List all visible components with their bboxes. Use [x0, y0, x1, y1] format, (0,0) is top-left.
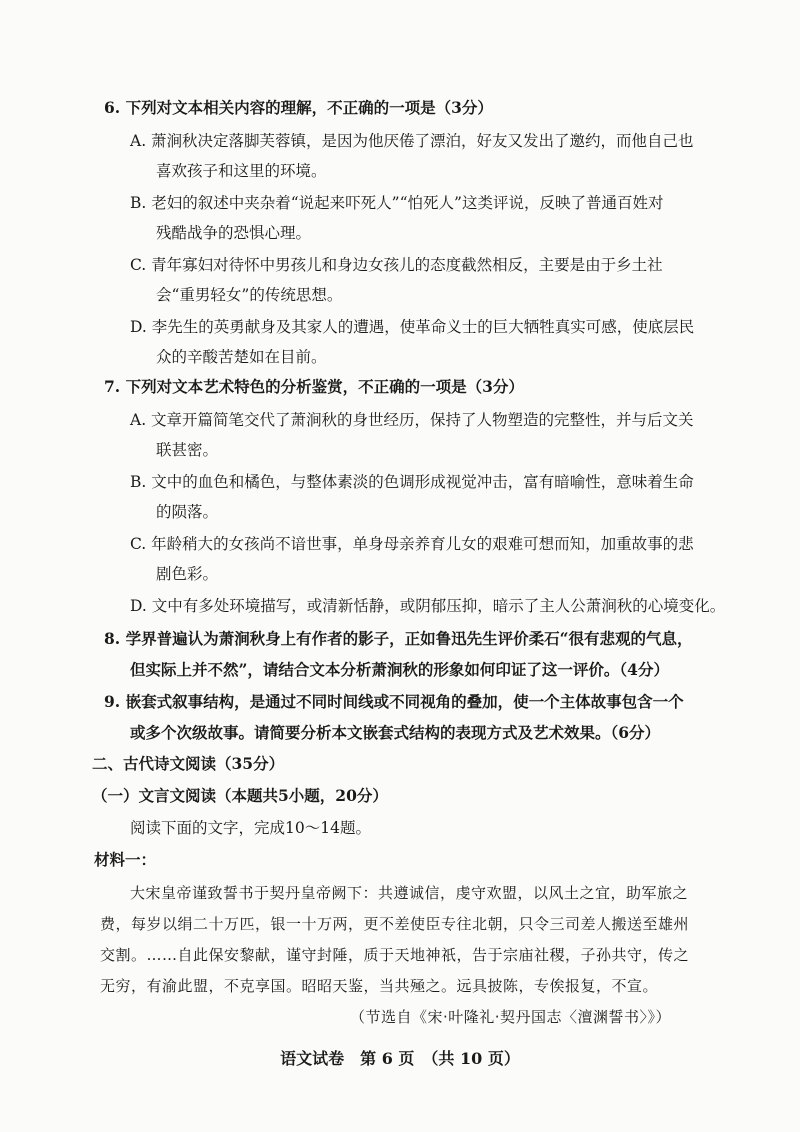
q6-option-d-line1: D. 李先生的英勇献身及其家人的遭遇，使革命义士的巨大牺牲真实可感，使底层民 [130, 318, 695, 336]
material-source: （节选自《宋·叶隆礼·契丹国志〈澶渊誓书〉》） [350, 1008, 672, 1026]
material-line-3: 交割。……自此保安黎献，谨守封陲，质于天地神祇，告于宗庙社稷，子孙共守，传之 [100, 946, 690, 964]
q7-option-b-line2: 的陨落。 [156, 503, 219, 521]
material-line-2: 费，每岁以绢二十万匹，银一十万两，更不差使臣专往北朝，只令三司差人搬送至雄州 [100, 915, 690, 933]
question-6-stem: 6. 下列对文本相关内容的理解，不正确的一项是（3分） [104, 98, 493, 117]
q6-option-c-line1: C. 青年寡妇对待怀中男孩儿和身边女孩儿的态度截然相反，主要是由于乡土社 [130, 256, 663, 274]
q7-option-c-line2: 剧色彩。 [156, 565, 219, 583]
q7-option-c-line1: C. 年龄稍大的女孩尚不谙世事，单身母亲养育儿女的艰难可想而知，加重故事的悲 [130, 535, 694, 553]
q7-option-d-line1: D. 文中有多处环境描写，或清新恬静，或阴郁压抑，暗示了主人公萧涧秋的心境变化。 [130, 597, 726, 615]
q6-option-a-line1: A. 萧涧秋决定落脚芙蓉镇，是因为他厌倦了漂泊，好友又发出了邀约，而他自己也 [130, 132, 694, 150]
q6-option-b-line1: B. 老妇的叙述中夹杂着“说起来吓死人”“怕死人”这类评说，反映了普通百姓对 [130, 194, 664, 212]
question-8-line2: 但实际上并不然”，请结合文本分析萧涧秋的形象如何印证了这一评价。（4分） [130, 660, 669, 679]
subsection-heading-classical-chinese: （一）文言文阅读（本题共5小题，20分） [92, 786, 388, 805]
question-7-stem: 7. 下列对文本艺术特色的分析鉴赏，不正确的一项是（3分） [104, 377, 524, 396]
reading-instruction: 阅读下面的文字，完成10～14题。 [130, 819, 371, 837]
material-one-label: 材料一： [94, 850, 157, 869]
q7-option-a-line2: 联甚密。 [156, 441, 219, 459]
q6-option-c-line2: 会“重男轻女”的传统思想。 [156, 286, 343, 304]
question-9-line1: 9. 嵌套式叙事结构，是通过不同时间线或不同视角的叠加，使一个主体故事包含一个 [104, 692, 684, 711]
material-line-1: 大宋皇帝谨致誓书于契丹皇帝阙下：共遵诚信，虔守欢盟，以风土之宜，助军旅之 [130, 884, 689, 902]
section-heading-ancient-poetry: 二、古代诗文阅读（35分） [92, 754, 285, 773]
question-9-line2: 或多个次级故事。请简要分析本文嵌套式结构的表现方式及艺术效果。（6分） [130, 723, 661, 742]
q7-option-a-line1: A. 文章开篇简笔交代了萧涧秋的身世经历，保持了人物塑造的完整性，并与后文关 [130, 411, 694, 429]
q6-option-d-line2: 众的辛酸苦楚如在目前。 [156, 348, 327, 366]
q6-option-b-line2: 残酷战争的恐惧心理。 [156, 224, 312, 242]
q6-option-a-line2: 喜欢孩子和这里的环境。 [156, 162, 327, 180]
q7-option-b-line1: B. 文中的血色和橘色，与整体素淡的色调形成视觉冲击，富有暗喻性，意味着生命 [130, 473, 694, 491]
material-line-4: 无穷，有渝此盟，不克享国。昭昭天鉴，当共殛之。远具披陈，专俟报复，不宣。 [100, 977, 659, 995]
question-8-line1: 8. 学界普遍认为萧涧秋身上有作者的影子，正如鲁迅先生评价柔石“很有悲观的气息， [104, 629, 693, 648]
page-footer: 语文试卷 第 6 页 （共 10 页） [280, 1049, 520, 1068]
